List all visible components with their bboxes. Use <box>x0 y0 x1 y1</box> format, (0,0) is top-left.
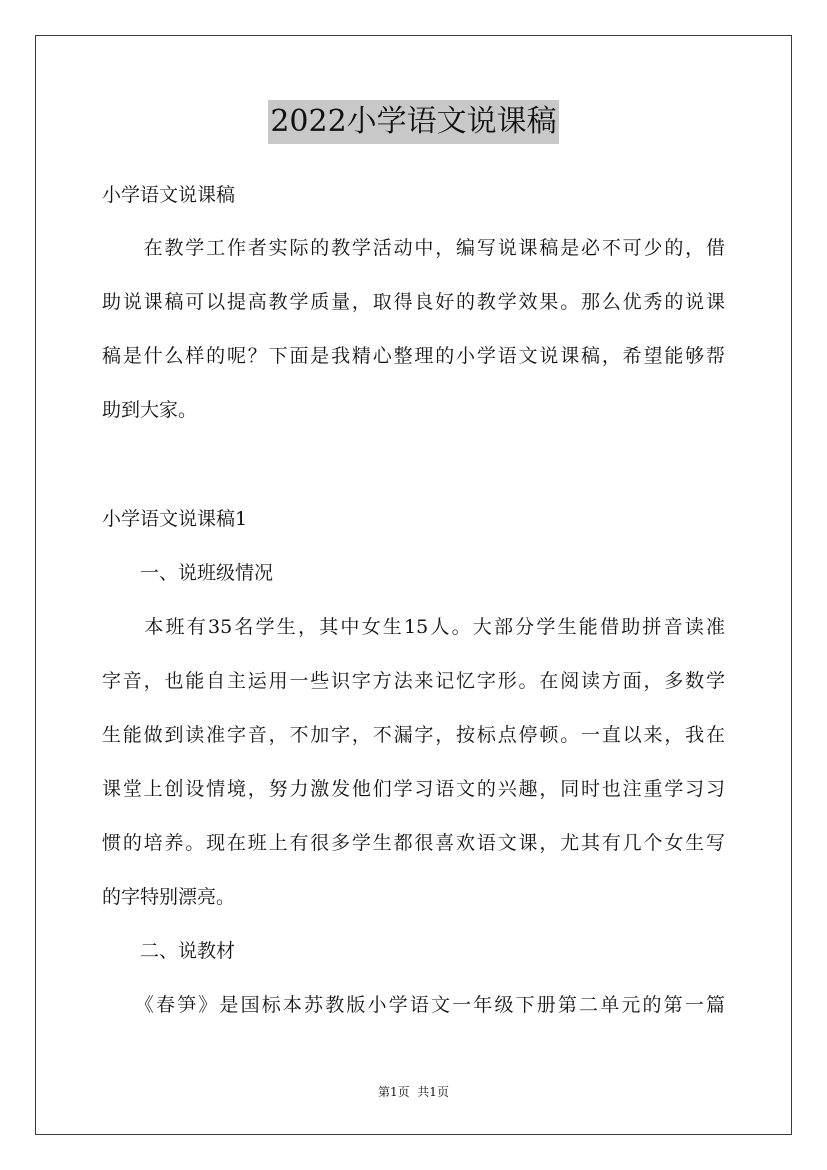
heading-textbook: 二、说教材 <box>102 940 236 962</box>
intro-line-1: 在教学工作者实际的教学活动中，编写说课稿是必不可少的，借 <box>102 237 725 259</box>
title-container <box>0 100 827 144</box>
body-1-line-3: 生能做到读准字音，不加字，不漏字，按标点停顿。一直以来，我在 <box>102 724 725 746</box>
body-1-line-2: 字音，也能自主运用一些识字方法来记忆字形。在阅读方面，多数学 <box>102 670 725 692</box>
body-1-line-5: 惯的培养。现在班上有很多学生都很喜欢语文课，尤其有几个女生写 <box>102 832 725 854</box>
body-1-line-4: 课堂上创设情境，努力激发他们学习语文的兴趣，同时也注重学习习 <box>102 778 725 800</box>
page-footer <box>0 1084 827 1100</box>
body-1-line-1: 本班有35名学生，其中女生15人。大部分学生能借助拼音读准 <box>102 616 725 638</box>
section-title: 小学语文说课稿1 <box>102 508 248 530</box>
intro-line-4: 助到大家。 <box>102 399 198 421</box>
intro-line-2: 助说课稿可以提高教学质量，取得良好的教学效果。那么优秀的说课 <box>102 291 725 313</box>
page-number-label: 第1页 共1页 <box>378 1085 449 1099</box>
document-title: 2022小学语文说课稿 <box>268 100 558 144</box>
body-1-line-6: 的字特别漂亮。 <box>102 886 236 908</box>
body-2-line-1: 《春笋》是国标本苏教版小学语文一年级下册第二单元的第一篇 <box>102 994 725 1016</box>
heading-class-situation: 一、说班级情况 <box>102 562 274 584</box>
document-subtitle: 小学语文说课稿 <box>102 184 236 206</box>
intro-line-3: 稿是什么样的呢？下面是我精心整理的小学语文说课稿，希望能够帮 <box>102 345 725 367</box>
